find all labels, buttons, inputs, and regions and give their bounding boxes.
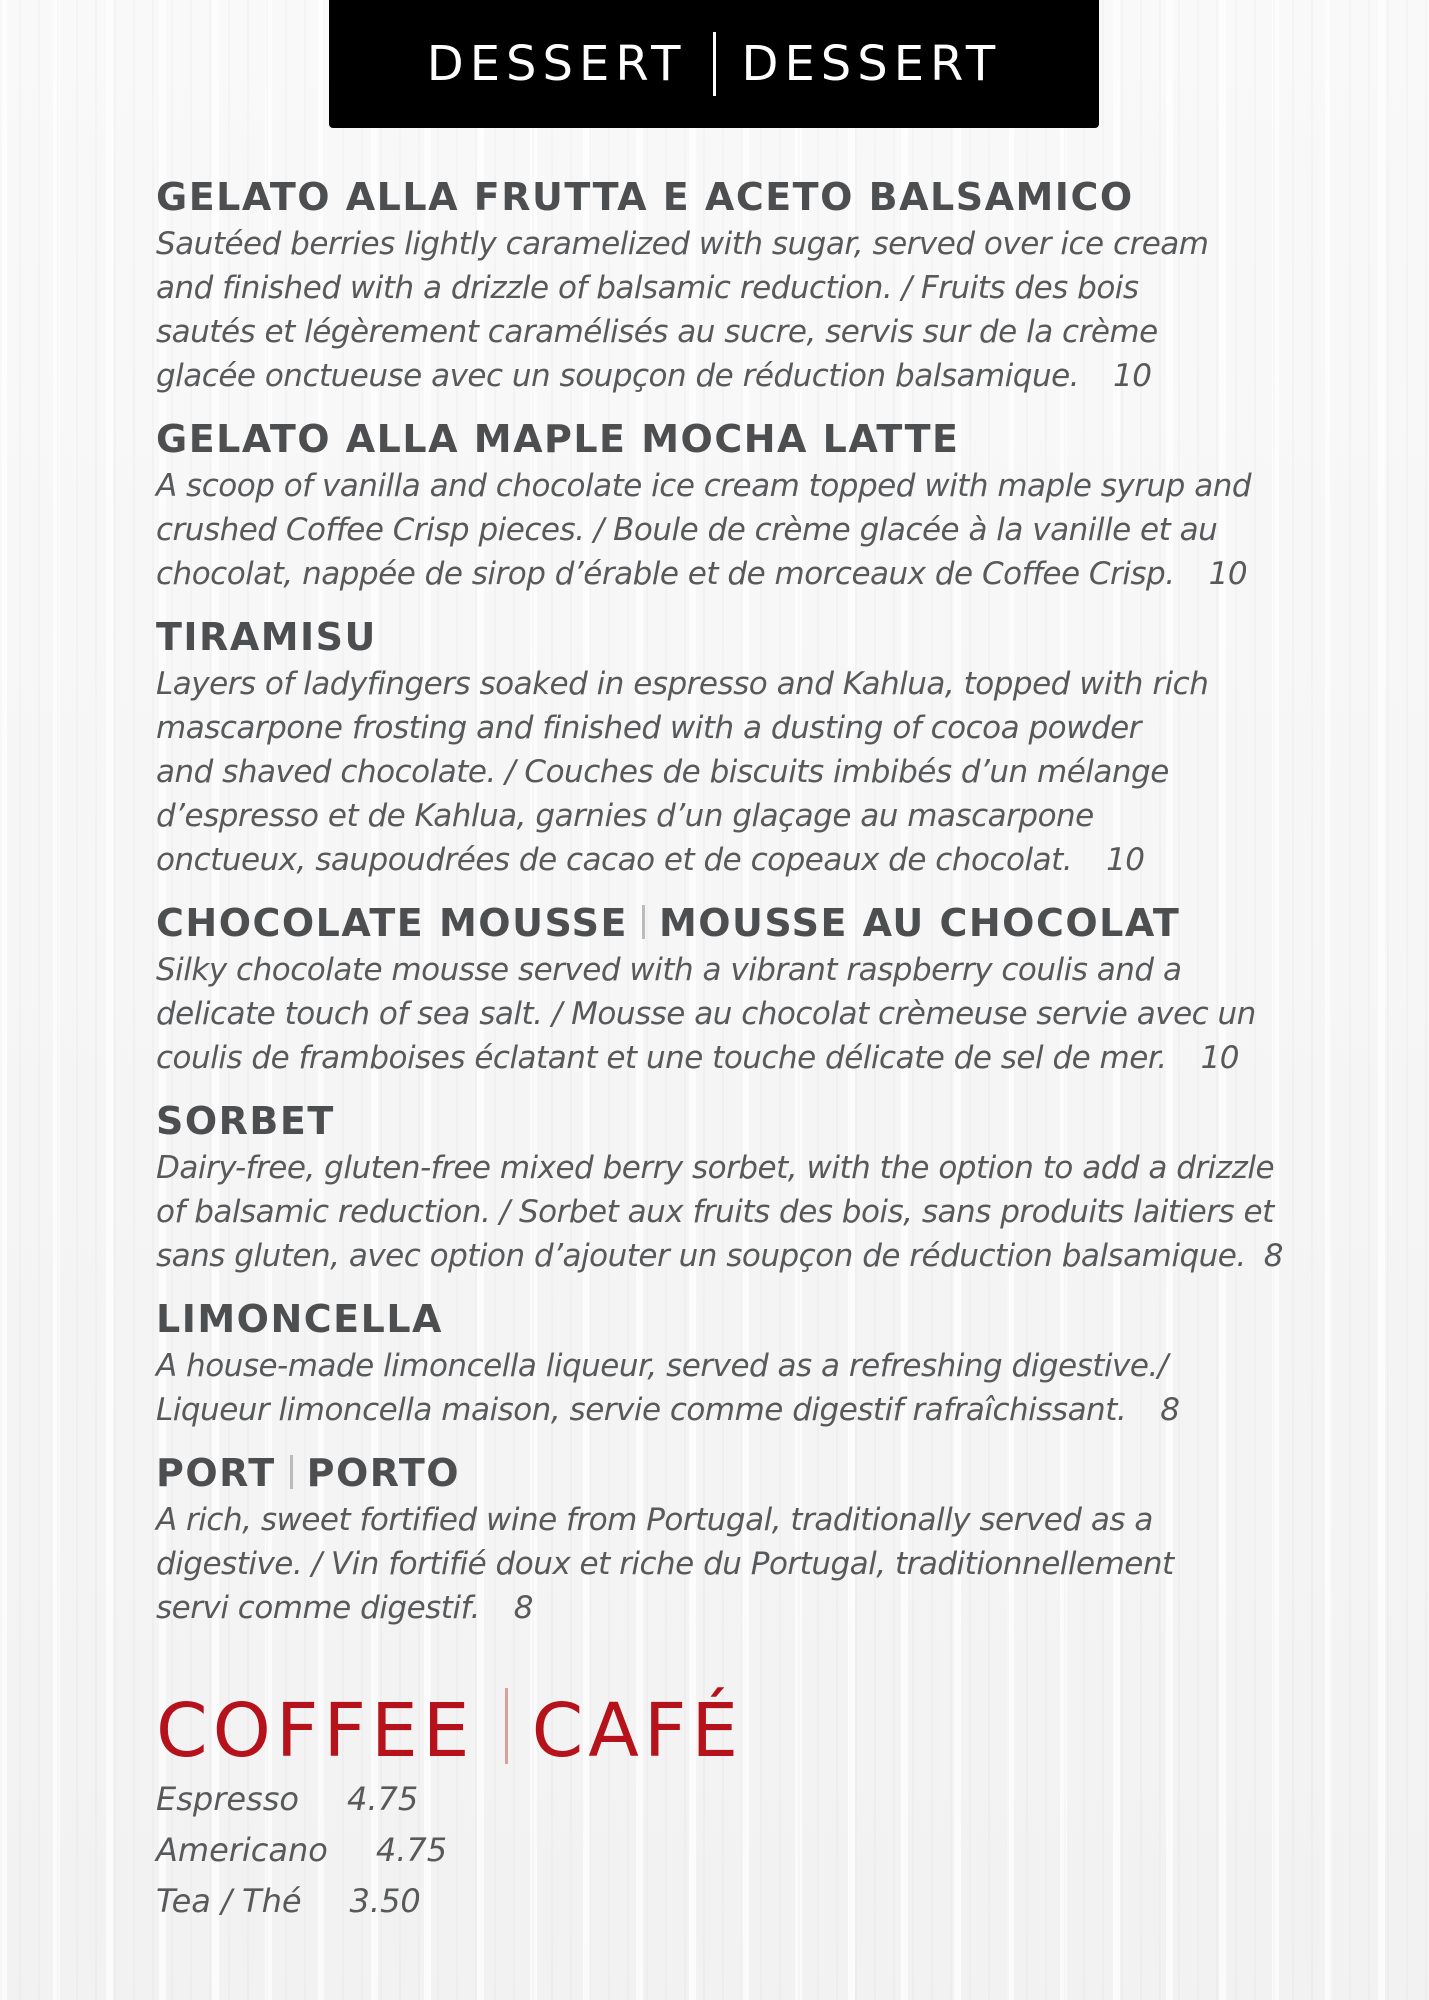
desc-line: coulis de framboises éclatant et une touche délicate de sel de mer.	[156, 1040, 1167, 1076]
item-title: SORBET	[156, 1099, 335, 1143]
item-price: 10	[1208, 556, 1248, 592]
menu-item-chocolate-mousse	[156, 898, 1336, 1080]
menu-item-tiramisu	[156, 612, 1336, 882]
item-price: 10	[1113, 358, 1152, 394]
item-price: 10	[1200, 1040, 1240, 1076]
desc-line-last	[156, 838, 1336, 882]
menu-item-port	[156, 1448, 1336, 1630]
menu-item-sorbet	[156, 1096, 1336, 1278]
item-title: LIMONCELLA	[156, 1297, 443, 1341]
desc-line: d’espresso et de Kahlua, garnies d’un glaçage au mascarpone	[156, 798, 1094, 834]
item-description	[156, 948, 1336, 1080]
menu-item-gelato-maple	[156, 414, 1336, 596]
item-title: TIRAMISU	[156, 615, 377, 659]
title-divider	[290, 1455, 293, 1489]
desc-line: servi comme digestif.	[156, 1590, 480, 1626]
desc-line: and finished with a drizzle of balsamic reduction. / Fruits des bois	[156, 270, 1139, 306]
desc-line: A house-made limoncella liqueur, served as a refreshing digestive./	[156, 1348, 1168, 1384]
item-price: 8	[1263, 1238, 1283, 1274]
item-title-english: PORT	[156, 1451, 276, 1495]
desc-line: Liqueur limoncella maison, servie comme digestif rafraîchissant.	[156, 1392, 1127, 1428]
coffee-name: Americano	[156, 1831, 328, 1869]
desc-line-last	[156, 1586, 1336, 1630]
desc-line-last	[156, 1234, 1336, 1278]
title-divider	[642, 905, 645, 939]
item-description	[156, 1344, 1336, 1432]
desc-line: Sautéed berries lightly caramelized with sugar, served over ice cream	[156, 226, 1209, 262]
desc-line: and shaved chocolate. / Couches de biscuits imbibés d’un mélange	[156, 754, 1169, 790]
coffee-item-americano	[156, 1825, 447, 1876]
item-title-french: PORTO	[306, 1451, 461, 1495]
desc-line: Dairy-free, gluten-free mixed berry sorbet, with the option to add a drizzle	[156, 1150, 1275, 1186]
menu-header-banner	[329, 0, 1099, 128]
item-price: 8	[1160, 1392, 1180, 1428]
item-title: GELATO ALLA MAPLE MOCHA LATTE	[156, 417, 960, 461]
desc-line: chocolat, nappée de sirop d’érable et de morceaux de Coffee Crisp.	[156, 556, 1175, 592]
desc-line: mascarpone frosting and finished with a dusting of cocoa powder	[156, 710, 1141, 746]
coffee-price: 3.50	[349, 1882, 421, 1920]
item-description	[156, 1498, 1336, 1630]
desc-line: Layers of ladyfingers soaked in espresso and Kahlua, topped with rich	[156, 666, 1209, 702]
item-description	[156, 1146, 1336, 1278]
desc-line: crushed Coffee Crisp pieces. / Boule de crème glacée à la vanille et au	[156, 512, 1218, 548]
coffee-list	[156, 1774, 447, 1927]
desc-line: glacée onctueuse avec un soupçon de réduction balsamique.	[156, 358, 1080, 394]
desc-line: sans gluten, avec option d’ajouter un soupçon de réduction balsamique.	[156, 1238, 1246, 1274]
item-price: 8	[513, 1590, 534, 1626]
dessert-list	[156, 172, 1336, 1646]
desc-line-last	[156, 552, 1336, 596]
coffee-name: Tea / Thé	[156, 1882, 302, 1920]
item-title-english: CHOCOLATE MOUSSE	[156, 901, 628, 945]
menu-item-limoncella	[156, 1294, 1336, 1432]
item-title	[156, 1448, 1336, 1498]
desc-line: delicate touch of sea salt. / Mousse au chocolat crèmeuse servie avec un	[156, 996, 1256, 1032]
desc-line: A rich, sweet fortified wine from Portugal, traditionally served as a	[156, 1502, 1153, 1538]
item-title-french: MOUSSE AU CHOCOLAT	[658, 901, 1181, 945]
header-divider	[713, 32, 716, 96]
desc-line-last	[156, 1036, 1336, 1080]
header-title-french: DESSERT	[741, 36, 1002, 92]
coffee-title-divider	[505, 1688, 508, 1764]
coffee-item-tea	[156, 1876, 447, 1927]
coffee-price: 4.75	[375, 1831, 448, 1869]
desc-line: A scoop of vanilla and chocolate ice cream topped with maple syrup and	[156, 468, 1252, 504]
desc-line: of balsamic reduction. / Sorbet aux fruits des bois, sans produits laitiers et	[156, 1194, 1274, 1230]
menu-item-gelato-frutta	[156, 172, 1336, 398]
item-description	[156, 464, 1336, 596]
coffee-title-french: CAFÉ	[531, 1688, 744, 1774]
desc-line: Silky chocolate mousse served with a vibrant raspberry coulis and a	[156, 952, 1182, 988]
item-price: 10	[1106, 842, 1145, 878]
coffee-name: Espresso	[156, 1780, 299, 1818]
desc-line-last	[156, 354, 1336, 398]
coffee-price: 4.75	[346, 1780, 419, 1818]
item-title: GELATO ALLA FRUTTA E ACETO BALSAMICO	[156, 175, 1134, 219]
coffee-section-title	[156, 1686, 743, 1776]
desc-line: digestive. / Vin fortifié doux et riche du Portugal, traditionnellement	[156, 1546, 1174, 1582]
item-description	[156, 662, 1336, 882]
coffee-title-english: COFFEE	[156, 1688, 475, 1774]
desc-line: onctueux, saupoudrées de cacao et de copeaux de chocolat.	[156, 842, 1073, 878]
desc-line-last	[156, 1388, 1336, 1432]
item-title	[156, 898, 1336, 948]
header-title-english: DESSERT	[426, 36, 687, 92]
desc-line: sautés et légèrement caramélisés au sucre, servis sur de la crème	[156, 314, 1158, 350]
item-description	[156, 222, 1336, 398]
coffee-item-espresso	[156, 1774, 447, 1825]
